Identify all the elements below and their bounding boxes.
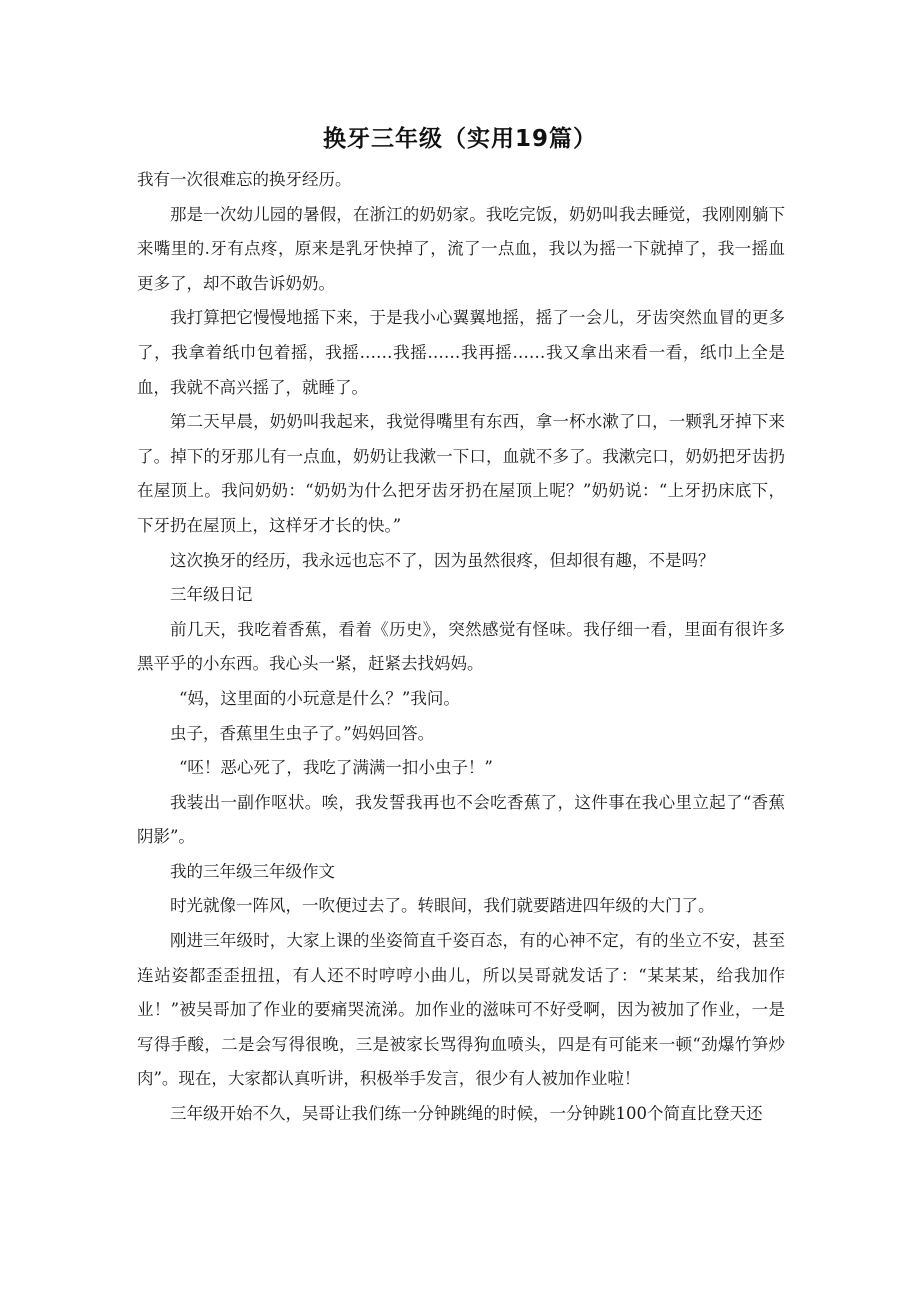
paragraph: 我装出一副作呕状。唉，我发誓我再也不会吃香蕉了，这件事在我心里立起了“香蕉阴影”。 [137,792,785,847]
section-heading: 三年级日记 [170,585,253,605]
paragraph: 那是一次幼儿园的暑假，在浙江的奶奶家。我吃完饭，奶奶叫我去睡觉，我刚刚躺下来嘴里的.牙有点疼，原来是乳牙快掉了，流了一点血，我以为摇一下就掉了，我一摇血更多了，却不敢告诉奶奶。 [137,204,785,293]
paragraph: “呸！恶心死了，我吃了满满一扣小虫子！” [179,758,493,778]
paragraph: 三年级开始不久，吴哥让我们练一分钟跳绳的时候，一分钟跳100个简直比登天还 [170,1104,763,1124]
paragraph: 我打算把它慢慢地摇下来，于是我小心翼翼地摇，摇了一会儿，牙齿突然血冒的更多了，我拿着纸巾包着摇，我摇……我摇……我再摇……我又拿出来看一看，纸巾上全是血，我就不高兴摇了，就睡了。 [137,308,785,397]
document-body [137,163,785,1132]
paragraph: 我有一次很难忘的换牙经历。 [137,170,352,189]
paragraph: “妈，这里面的小玩意是什么？”我问。 [179,688,460,708]
paragraph: 前几天，我吃着香蕉，看着《历史》，突然感觉有怪味。我仔细一看，里面有很许多黑平乎的小东西。我心头一紧，赶紧去找妈妈。 [137,619,785,674]
paragraph: 刚进三年级时，大家上课的坐姿简直千姿百态，有的心神不定，有的坐立不安，甚至连站姿都歪歪扭扭，有人还不时哼哼小曲儿，所以吴哥就发话了：“某某某，给我加作业！”被吴哥加了作业的要痛哭流涕。加作业的滋味可不好受啊，因为被加了作业，一是写得手酸，二是会写得很晚，三是被家长骂得狗血喷头，四是有可能来一顿“劲爆竹笋炒肉”。现在，大家都认真听讲，积极举手发言，很少有人被加作业啦！ [137,931,785,1089]
page-title: 换牙三年级（实用19篇） [322,126,597,152]
paragraph: 这次换牙的经历，我永远也忘不了，因为虽然很疼，但却很有趣，不是吗？ [170,550,715,570]
paragraph: 虫子，香蕉里生虫子了。”妈妈回答。 [170,723,435,743]
paragraph: 第二天早晨，奶奶叫我起来，我觉得嘴里有东西，拿一杯水漱了口，一颗乳牙掉下来了。掉下的牙那儿有一点血，奶奶让我漱一下口，血就不多了。我漱完口，奶奶把牙齿扔在屋顶上。我问奶奶：“奶奶为什么把牙齿牙扔在屋顶上呢？”奶奶说：“上牙扔床底下，下牙扔在屋顶上，这样牙才长的快。” [137,412,785,535]
section-heading: 我的三年级三年级作文 [170,861,335,881]
paragraph: 时光就像一阵风，一吹便过去了。转眼间，我们就要踏进四年级的大门了。 [170,896,715,916]
